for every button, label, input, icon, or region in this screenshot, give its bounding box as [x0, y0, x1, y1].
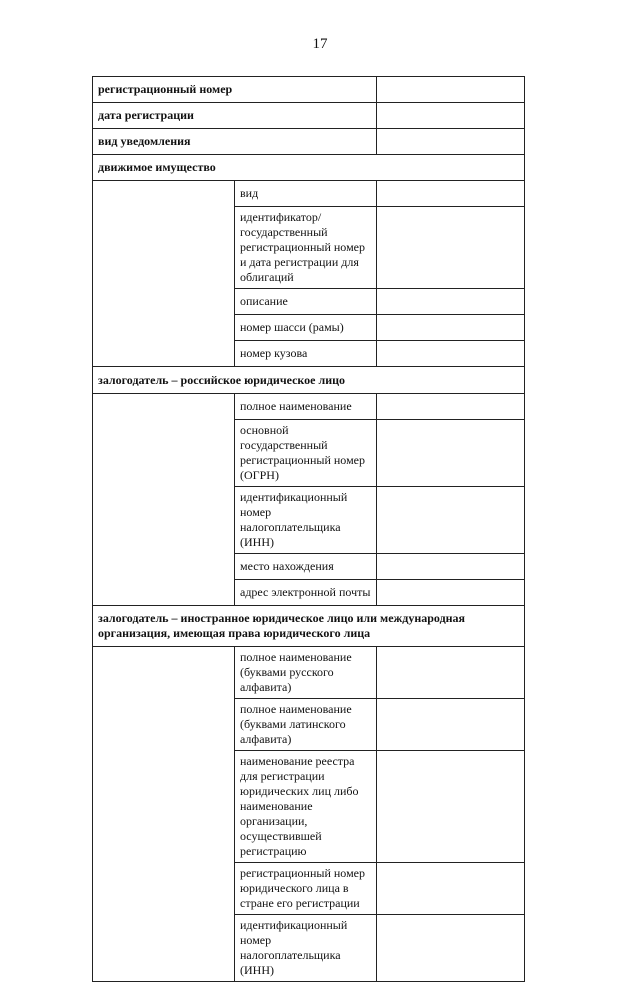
table-row — [93, 103, 525, 129]
field-label: номер шасси (рамы) — [235, 315, 377, 341]
field-value[interactable] — [377, 181, 525, 207]
field-label: идентификационный номер налогоплательщика (ИНН) — [235, 915, 377, 982]
field-label: идентификатор/государственный регистрационный номер и дата регистрации для облигаций — [235, 207, 377, 289]
section-title-movable-property: движимое имущество — [93, 155, 525, 181]
field-label: идентификационный номер налогоплательщика (ИНН) — [235, 487, 377, 554]
table-row — [93, 647, 525, 699]
field-label-registration-number: регистрационный номер — [93, 77, 377, 103]
field-value[interactable] — [377, 554, 525, 580]
indent-cell — [93, 181, 235, 367]
field-value[interactable] — [377, 289, 525, 315]
field-label: полное наименование — [235, 394, 377, 420]
field-value[interactable] — [377, 315, 525, 341]
section-title-russian-legal-entity: залогодатель – российское юридическое лицо — [93, 367, 525, 394]
field-label: адрес электронной почты — [235, 580, 377, 606]
field-value[interactable] — [377, 915, 525, 982]
table-row — [93, 394, 525, 420]
field-value[interactable] — [377, 420, 525, 487]
field-value[interactable] — [377, 487, 525, 554]
field-value-registration-number[interactable] — [377, 77, 525, 103]
field-value[interactable] — [377, 751, 525, 863]
notification-form-table — [92, 76, 525, 982]
field-value[interactable] — [377, 863, 525, 915]
field-value-notification-type[interactable] — [377, 129, 525, 155]
field-value-registration-date[interactable] — [377, 103, 525, 129]
field-label: регистрационный номер юридического лица в стране его регистрации — [235, 863, 377, 915]
table-row — [93, 77, 525, 103]
field-value[interactable] — [377, 341, 525, 367]
field-label: номер кузова — [235, 341, 377, 367]
section-header-row — [93, 606, 525, 647]
indent-cell — [93, 394, 235, 606]
table-row — [93, 181, 525, 207]
field-value[interactable] — [377, 699, 525, 751]
section-header-row — [93, 367, 525, 394]
field-label: место нахождения — [235, 554, 377, 580]
page-number: 17 — [312, 36, 328, 52]
field-label: основной государственный регистрационный номер (ОГРН) — [235, 420, 377, 487]
section-title-foreign-legal-entity: залогодатель – иностранное юридическое лицо или международная организация, имеющая права юридического лица — [93, 606, 525, 647]
field-label: полное наименование (буквами латинского алфавита) — [235, 699, 377, 751]
field-label: полное наименование (буквами русского алфавита) — [235, 647, 377, 699]
field-value[interactable] — [377, 207, 525, 289]
field-value[interactable] — [377, 394, 525, 420]
field-label-notification-type: вид уведомления — [93, 129, 377, 155]
field-label-registration-date: дата регистрации — [93, 103, 377, 129]
table-row — [93, 129, 525, 155]
field-label: вид — [235, 181, 377, 207]
field-value[interactable] — [377, 580, 525, 606]
field-label: описание — [235, 289, 377, 315]
section-header-row — [93, 155, 525, 181]
indent-cell — [93, 647, 235, 982]
field-label: наименование реестра для регистрации юридических лиц либо наименование организации, осуществившей регистрацию — [235, 751, 377, 863]
field-value[interactable] — [377, 647, 525, 699]
